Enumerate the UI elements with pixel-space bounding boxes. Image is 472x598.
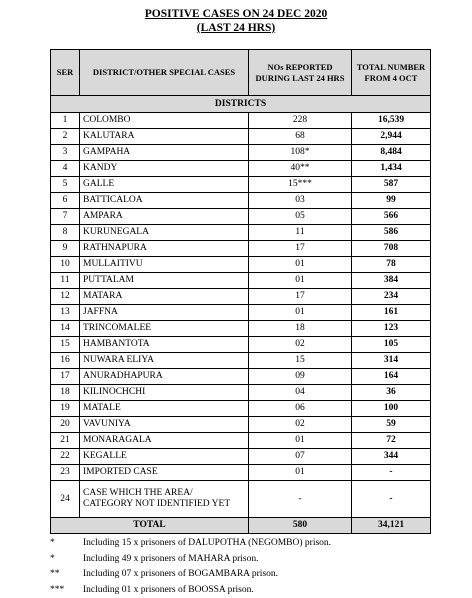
district-cell: KEGALLE	[80, 449, 249, 465]
nos-cell: 05	[249, 209, 352, 225]
district-cell: VAVUNIYA	[80, 417, 249, 433]
nos-cell: 04	[249, 385, 352, 401]
nos-cell: 09	[249, 369, 352, 385]
total-cell: 587	[352, 177, 431, 193]
nos-cell: 01	[249, 305, 352, 321]
ser-cell: 16	[51, 353, 80, 369]
table-row	[51, 193, 431, 209]
total-value: 34,121	[352, 518, 431, 534]
nos-cell: 40**	[249, 161, 352, 177]
footnote-mark: **	[50, 569, 60, 579]
district-cell: IMPORTED CASE	[80, 465, 249, 481]
header-district: DISTRICT/OTHER SPECIAL CASES	[80, 50, 249, 96]
nos-cell: 18	[249, 321, 352, 337]
footnote	[50, 583, 331, 598]
district-cell: RATHNAPURA	[80, 241, 249, 257]
district-cell: TRINCOMALEE	[80, 321, 249, 337]
nos-cell: 01	[249, 257, 352, 273]
nos-cell: 228	[249, 113, 352, 129]
table-row	[51, 401, 431, 417]
footnote-mark: ***	[50, 584, 65, 595]
header-row	[51, 50, 431, 96]
section-label: DISTRICTS	[51, 96, 431, 113]
total-cell: 72	[352, 433, 431, 449]
table-row	[51, 417, 431, 433]
total-cell: 566	[352, 209, 431, 225]
total-cell: 100	[352, 401, 431, 417]
total-cell: 59	[352, 417, 431, 433]
ser-cell: 7	[51, 209, 80, 225]
nos-cell: 01	[249, 433, 352, 449]
total-cell: 586	[352, 225, 431, 241]
nos-cell: 06	[249, 401, 352, 417]
table-row	[51, 273, 431, 289]
footnote-mark: *	[50, 538, 55, 548]
total-cell: 344	[352, 449, 431, 465]
district-cell: AMPARA	[80, 209, 249, 225]
total-cell: 99	[352, 193, 431, 209]
nos-cell: 11	[249, 225, 352, 241]
nos-cell: 02	[249, 337, 352, 353]
ser-cell: 21	[51, 433, 80, 449]
ser-cell: 14	[51, 321, 80, 337]
total-row	[51, 518, 431, 534]
ser-cell: 1	[51, 113, 80, 129]
footnote	[50, 567, 331, 583]
table-row	[51, 209, 431, 225]
table-row	[51, 289, 431, 305]
table-row	[51, 177, 431, 193]
total-cell: 2,944	[352, 129, 431, 145]
total-cell: -	[352, 465, 431, 481]
table-row	[51, 433, 431, 449]
footnote-text: Including 15 x prisoners of DALUPOTHA (NEGOMBO) prison.	[83, 538, 332, 548]
footnotes	[50, 536, 331, 598]
table-row	[51, 337, 431, 353]
table-row	[51, 129, 431, 145]
table-row	[51, 305, 431, 321]
ser-cell: 4	[51, 161, 80, 177]
total-cell: 8,484	[352, 145, 431, 161]
section-row	[51, 96, 431, 113]
nos-cell: 15***	[249, 177, 352, 193]
district-cell: KILINOCHCHI	[80, 385, 249, 401]
header-total: TOTAL NUMBER FROM 4 OCT	[352, 50, 431, 96]
page-title: POSITIVE CASES ON 24 DEC 2020	[144, 8, 328, 20]
cases-table	[50, 49, 431, 534]
district-cell: KURUNEGALA	[80, 225, 249, 241]
header-nos: NOs REPORTED DURING LAST 24 HRS	[249, 50, 352, 96]
table-row	[51, 225, 431, 241]
nos-cell: 01	[249, 273, 352, 289]
total-cell: 384	[352, 273, 431, 289]
district-cell: MONARAGALA	[80, 433, 249, 449]
table-row	[51, 385, 431, 401]
ser-cell: 22	[51, 449, 80, 465]
ser-cell: 8	[51, 225, 80, 241]
nos-cell: 07	[249, 449, 352, 465]
nos-cell: 17	[249, 241, 352, 257]
ser-cell: 18	[51, 385, 80, 401]
table-row	[51, 241, 431, 257]
nos-cell: 03	[249, 193, 352, 209]
ser-cell: 2	[51, 129, 80, 145]
ser-cell: 5	[51, 177, 80, 193]
table-row	[51, 161, 431, 177]
page-subtitle: (LAST 24 HRS)	[196, 22, 276, 34]
total-cell: 36	[352, 385, 431, 401]
nos-cell: 17	[249, 289, 352, 305]
table-row	[51, 145, 431, 161]
table-row	[51, 353, 431, 369]
total-cell: 78	[352, 257, 431, 273]
total-cell: -	[352, 481, 431, 518]
table-row	[51, 481, 431, 518]
total-cell: 161	[352, 305, 431, 321]
nos-cell: 02	[249, 417, 352, 433]
table-row	[51, 321, 431, 337]
nos-cell: 68	[249, 129, 352, 145]
ser-cell: 17	[51, 369, 80, 385]
district-cell: KANDY	[80, 161, 249, 177]
ser-cell: 13	[51, 305, 80, 321]
table-row	[51, 113, 431, 129]
footnote-text: Including 01 x prisoners of BOOSSA prison.	[83, 584, 254, 595]
district-cell: PUTTALAM	[80, 273, 249, 289]
nos-cell: 15	[249, 353, 352, 369]
district-cell: HAMBANTOTA	[80, 337, 249, 353]
header-ser: SER	[51, 50, 80, 96]
footnote	[50, 552, 331, 568]
ser-cell: 6	[51, 193, 80, 209]
total-cell: 1,434	[352, 161, 431, 177]
table-row	[51, 449, 431, 465]
table-row	[51, 257, 431, 273]
ser-cell: 3	[51, 145, 80, 161]
district-cell: ANURADHAPURA	[80, 369, 249, 385]
total-cell: 164	[352, 369, 431, 385]
district-cell: NUWARA ELIYA	[80, 353, 249, 369]
ser-cell: 20	[51, 417, 80, 433]
district-cell: KALUTARA	[80, 129, 249, 145]
district-cell: MATALE	[80, 401, 249, 417]
district-cell: MATARA	[80, 289, 249, 305]
district-cell: JAFFNA	[80, 305, 249, 321]
nos-cell: 108*	[249, 145, 352, 161]
total-nos: 580	[249, 518, 352, 534]
district-cell: GALLE	[80, 177, 249, 193]
total-cell: 105	[352, 337, 431, 353]
table-row	[51, 369, 431, 385]
total-cell: 16,539	[352, 113, 431, 129]
ser-cell: 24	[51, 481, 80, 518]
total-cell: 234	[352, 289, 431, 305]
total-cell: 123	[352, 321, 431, 337]
ser-cell: 9	[51, 241, 80, 257]
nos-cell: 01	[249, 465, 352, 481]
district-cell: GAMPAHA	[80, 145, 249, 161]
footnote	[50, 536, 331, 552]
ser-cell: 15	[51, 337, 80, 353]
total-cell: 314	[352, 353, 431, 369]
district-cell: BATTICALOA	[80, 193, 249, 209]
ser-cell: 10	[51, 257, 80, 273]
total-cell: 708	[352, 241, 431, 257]
ser-cell: 12	[51, 289, 80, 305]
total-label: TOTAL	[51, 518, 249, 534]
nos-cell: -	[249, 481, 352, 518]
footnote-text: Including 07 x prisoners of BOGAMBARA prison.	[83, 569, 279, 579]
footnote-mark: *	[50, 553, 55, 564]
footnote-text: Including 49 x prisoners of MAHARA prison.	[83, 553, 259, 564]
table-row	[51, 465, 431, 481]
ser-cell: 11	[51, 273, 80, 289]
district-cell: CASE WHICH THE AREA/ CATEGORY NOT IDENTIFIED YET	[80, 481, 249, 518]
district-cell: MULLAITIVU	[80, 257, 249, 273]
ser-cell: 19	[51, 401, 80, 417]
ser-cell: 23	[51, 465, 80, 481]
district-cell: COLOMBO	[80, 113, 249, 129]
